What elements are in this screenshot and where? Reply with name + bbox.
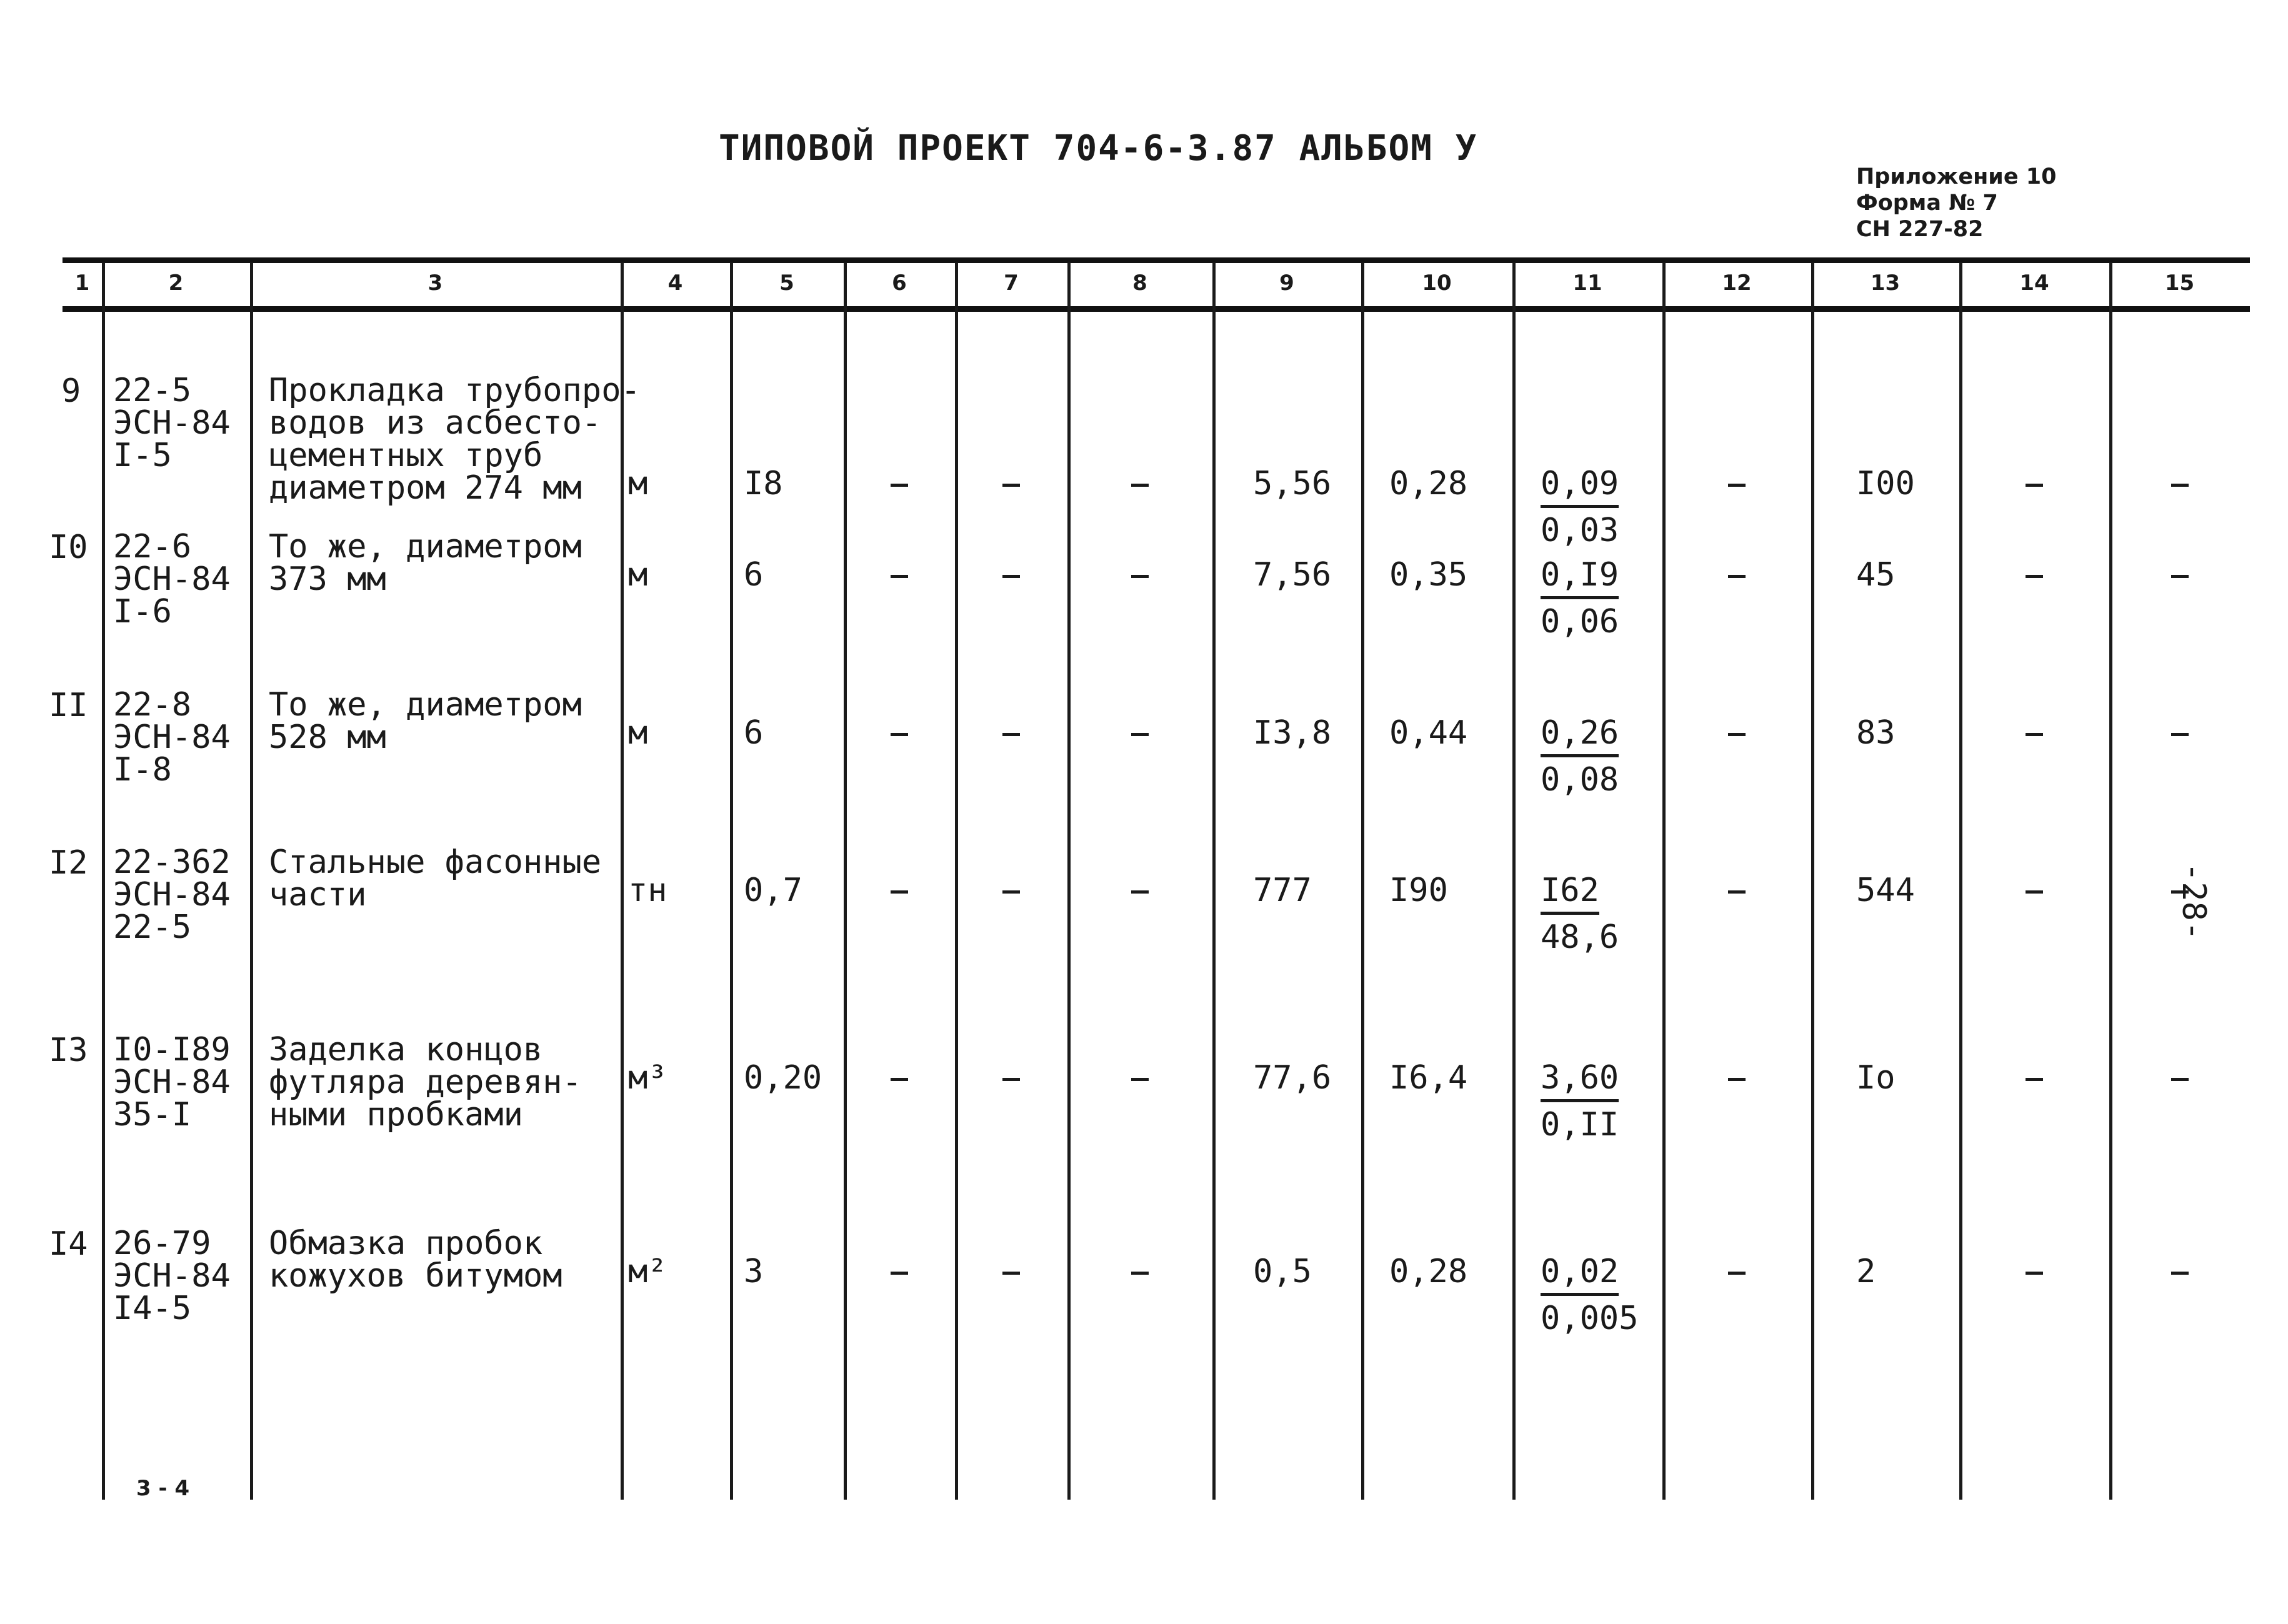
estimate-code-line: ЭСН-84 bbox=[113, 1064, 231, 1101]
estimate-code-line: 22-5 bbox=[113, 372, 192, 409]
appendix-block bbox=[1856, 164, 2056, 242]
empty-value-dash bbox=[2026, 1078, 2043, 1081]
empty-value-dash bbox=[1728, 575, 1746, 578]
column-divider-3 bbox=[621, 262, 624, 1500]
estimate-code-line: 22-5 bbox=[113, 909, 192, 946]
work-description-line: Прокладка трубопро- bbox=[269, 372, 641, 409]
total-value: 45 bbox=[1856, 556, 1896, 594]
column-number-15: 15 bbox=[2164, 271, 2195, 296]
wage-cost: I90 bbox=[1389, 872, 1448, 909]
empty-value-dash bbox=[1002, 575, 1020, 578]
empty-value-dash bbox=[1728, 484, 1746, 487]
column-number-14: 14 bbox=[2019, 271, 2049, 296]
column-divider-7 bbox=[1067, 262, 1071, 1500]
row-number: I3 bbox=[49, 1032, 88, 1069]
fraction-numerator: 3,60 bbox=[1541, 1062, 1619, 1102]
column-number-4: 4 bbox=[667, 271, 683, 296]
empty-value-dash bbox=[2171, 575, 2189, 578]
empty-value-dash bbox=[2171, 1078, 2189, 1081]
column-divider-12 bbox=[1811, 262, 1814, 1500]
column-number-7: 7 bbox=[1004, 271, 1019, 296]
wage-cost: 0,28 bbox=[1389, 465, 1468, 502]
empty-value-dash bbox=[1728, 890, 1746, 894]
empty-value-dash bbox=[1131, 890, 1149, 894]
row-number: I0 bbox=[49, 529, 88, 566]
empty-value-dash bbox=[2171, 733, 2189, 736]
empty-value-dash bbox=[2171, 484, 2189, 487]
wage-cost: I6,4 bbox=[1389, 1059, 1468, 1097]
fraction-numerator: 0,I9 bbox=[1541, 559, 1619, 599]
unit-cost: 0,5 bbox=[1253, 1253, 1312, 1290]
fraction-denominator: 48,6 bbox=[1541, 919, 1619, 956]
work-description-line: футляра деревян- bbox=[269, 1064, 582, 1101]
total-value: 544 bbox=[1856, 872, 1915, 909]
empty-value-dash bbox=[1002, 733, 1020, 736]
column-divider-13 bbox=[1959, 262, 1962, 1500]
table-header-bottom-rule bbox=[62, 306, 2250, 312]
work-description-line: Стальные фасонные bbox=[269, 844, 602, 881]
estimate-code-line: ЭСН-84 bbox=[113, 1257, 231, 1295]
row-number: II bbox=[49, 687, 88, 724]
estimate-code-line: I0-I89 bbox=[113, 1031, 231, 1069]
estimate-code-line: I-8 bbox=[113, 751, 172, 789]
estimate-code-line: ЭСН-84 bbox=[113, 404, 231, 442]
work-description-line: водов из асбесто- bbox=[269, 404, 602, 442]
work-description-line: части bbox=[269, 876, 367, 914]
fraction-denominator: 0,005 bbox=[1541, 1300, 1639, 1337]
row-number: I2 bbox=[49, 844, 88, 882]
document-title: ТИПОВОЙ ПРОЕКТ 704-6-3.87 АЛЬБОМ У bbox=[719, 128, 1478, 169]
quantity: I8 bbox=[744, 465, 783, 502]
column-divider-4 bbox=[730, 262, 733, 1500]
machine-cost-fraction bbox=[1541, 1255, 1639, 1335]
column-number-10: 10 bbox=[1422, 271, 1452, 296]
column-number-6: 6 bbox=[892, 271, 907, 296]
work-description-line: ными пробками bbox=[269, 1096, 523, 1133]
empty-value-dash bbox=[1728, 1078, 1746, 1081]
empty-value-dash bbox=[891, 733, 908, 736]
column-divider-6 bbox=[955, 262, 958, 1500]
machine-cost-fraction bbox=[1541, 1059, 1619, 1143]
estimate-code-line: ЭСН-84 bbox=[113, 719, 231, 756]
estimate-code-line: I-5 bbox=[113, 437, 172, 474]
estimate-code-line: 26-79 bbox=[113, 1225, 211, 1262]
empty-value-dash bbox=[2171, 1272, 2189, 1275]
work-description-line: кожухов битумом bbox=[269, 1257, 562, 1295]
empty-value-dash bbox=[891, 575, 908, 578]
unit-cost: 77,6 bbox=[1253, 1059, 1332, 1097]
column-divider-1 bbox=[102, 262, 105, 1500]
empty-value-dash bbox=[2026, 733, 2043, 736]
fraction-numerator: 0,26 bbox=[1541, 717, 1619, 757]
empty-value-dash bbox=[2026, 575, 2043, 578]
work-description-line: То же, диаметром bbox=[269, 686, 582, 724]
estimate-code-line: 22-8 bbox=[113, 686, 192, 724]
fraction-denominator: 0,06 bbox=[1541, 603, 1619, 640]
unit-of-measure: м bbox=[628, 465, 648, 502]
empty-value-dash bbox=[1131, 1272, 1149, 1275]
column-divider-2 bbox=[250, 262, 253, 1500]
total-value: Io bbox=[1856, 1059, 1896, 1097]
unit-of-measure: м bbox=[628, 714, 648, 752]
empty-value-dash bbox=[891, 1078, 908, 1081]
machine-cost-fraction bbox=[1541, 467, 1619, 547]
column-number-12: 12 bbox=[1722, 271, 1752, 296]
column-number-2: 2 bbox=[168, 271, 184, 296]
empty-value-dash bbox=[1728, 733, 1746, 736]
empty-value-dash bbox=[2026, 890, 2043, 894]
column-divider-10 bbox=[1512, 262, 1516, 1500]
column-number-3: 3 bbox=[427, 271, 443, 296]
column-divider-14 bbox=[2109, 262, 2112, 1500]
fraction-denominator: 0,03 bbox=[1541, 512, 1619, 549]
wage-cost: 0,28 bbox=[1389, 1253, 1468, 1290]
total-value: 83 bbox=[1856, 714, 1896, 752]
empty-value-dash bbox=[2026, 1272, 2043, 1275]
machine-cost-fraction bbox=[1541, 874, 1619, 954]
side-page-number: -28- bbox=[2175, 862, 2212, 941]
form-number: Форма № 7 bbox=[1856, 191, 1998, 216]
work-description-line: Заделка концов bbox=[269, 1031, 543, 1069]
total-value: I00 bbox=[1856, 465, 1915, 502]
appendix-number: Приложение 10 bbox=[1856, 164, 2057, 189]
estimate-code-line: ЭСН-84 bbox=[113, 876, 231, 914]
fraction-numerator: I62 bbox=[1541, 874, 1599, 915]
fraction-numerator: 0,09 bbox=[1541, 467, 1619, 508]
total-value: 2 bbox=[1856, 1253, 1876, 1290]
unit-of-measure: м² bbox=[628, 1253, 667, 1290]
fraction-denominator: 0,08 bbox=[1541, 761, 1619, 799]
empty-value-dash bbox=[1002, 1078, 1020, 1081]
work-description-line: 373 мм bbox=[269, 560, 386, 598]
quantity: 0,7 bbox=[744, 872, 802, 909]
unit-cost: 5,56 bbox=[1253, 465, 1332, 502]
empty-value-dash bbox=[1131, 1078, 1149, 1081]
column-divider-8 bbox=[1212, 262, 1216, 1500]
column-divider-9 bbox=[1361, 262, 1364, 1500]
unit-cost: I3,8 bbox=[1253, 714, 1332, 752]
empty-value-dash bbox=[1002, 1272, 1020, 1275]
column-number-5: 5 bbox=[779, 271, 794, 296]
row-number: 9 bbox=[61, 372, 81, 410]
empty-value-dash bbox=[891, 1272, 908, 1275]
empty-value-dash bbox=[1002, 484, 1020, 487]
empty-value-dash bbox=[2026, 484, 2043, 487]
work-description-line: диаметром 274 мм bbox=[269, 469, 582, 507]
column-divider-11 bbox=[1662, 262, 1666, 1500]
empty-value-dash bbox=[891, 484, 908, 487]
column-number-11: 11 bbox=[1572, 271, 1602, 296]
norm-reference: СН 227-82 bbox=[1856, 217, 1984, 242]
unit-of-measure: тн bbox=[628, 872, 667, 909]
work-description-line: 528 мм bbox=[269, 719, 386, 756]
estimate-code-line: 22-6 bbox=[113, 528, 192, 565]
empty-value-dash bbox=[1728, 1272, 1746, 1275]
quantity: 6 bbox=[744, 714, 764, 752]
unit-cost: 777 bbox=[1253, 872, 1312, 909]
empty-value-dash bbox=[1002, 890, 1020, 894]
estimate-code-line: 35-I bbox=[113, 1096, 192, 1133]
machine-cost-fraction bbox=[1541, 714, 1619, 799]
column-number-1: 1 bbox=[74, 271, 90, 296]
empty-value-dash bbox=[1131, 575, 1149, 578]
unit-of-measure: м bbox=[628, 556, 648, 594]
estimate-code-line: 22-362 bbox=[113, 844, 231, 881]
wage-cost: 0,35 bbox=[1389, 556, 1468, 594]
footer-code: 3 - 4 bbox=[136, 1476, 190, 1501]
quantity: 0,20 bbox=[744, 1059, 822, 1097]
work-description-line: цементных труб bbox=[269, 437, 543, 474]
fraction-denominator: 0,II bbox=[1541, 1106, 1619, 1143]
table-top-rule bbox=[62, 257, 2250, 263]
work-description-line: То же, диаметром bbox=[269, 528, 582, 565]
quantity: 3 bbox=[744, 1253, 764, 1290]
wage-cost: 0,44 bbox=[1389, 714, 1468, 752]
estimate-code-line: I-6 bbox=[113, 593, 172, 630]
column-number-8: 8 bbox=[1132, 271, 1147, 296]
empty-value-dash bbox=[1131, 733, 1149, 736]
quantity: 6 bbox=[744, 556, 764, 594]
column-number-13: 13 bbox=[1870, 271, 1901, 296]
fraction-numerator: 0,02 bbox=[1541, 1255, 1619, 1296]
unit-of-measure: м³ bbox=[628, 1059, 667, 1097]
estimate-code-line: ЭСН-84 bbox=[113, 560, 231, 598]
row-number: I4 bbox=[49, 1225, 88, 1263]
empty-value-dash bbox=[1131, 484, 1149, 487]
empty-value-dash bbox=[891, 890, 908, 894]
unit-cost: 7,56 bbox=[1253, 556, 1332, 594]
estimate-code-line: I4-5 bbox=[113, 1290, 192, 1327]
machine-cost-fraction bbox=[1541, 556, 1619, 640]
work-description-line: Обмазка пробок bbox=[269, 1225, 543, 1262]
column-number-9: 9 bbox=[1279, 271, 1294, 296]
column-divider-5 bbox=[844, 262, 847, 1500]
